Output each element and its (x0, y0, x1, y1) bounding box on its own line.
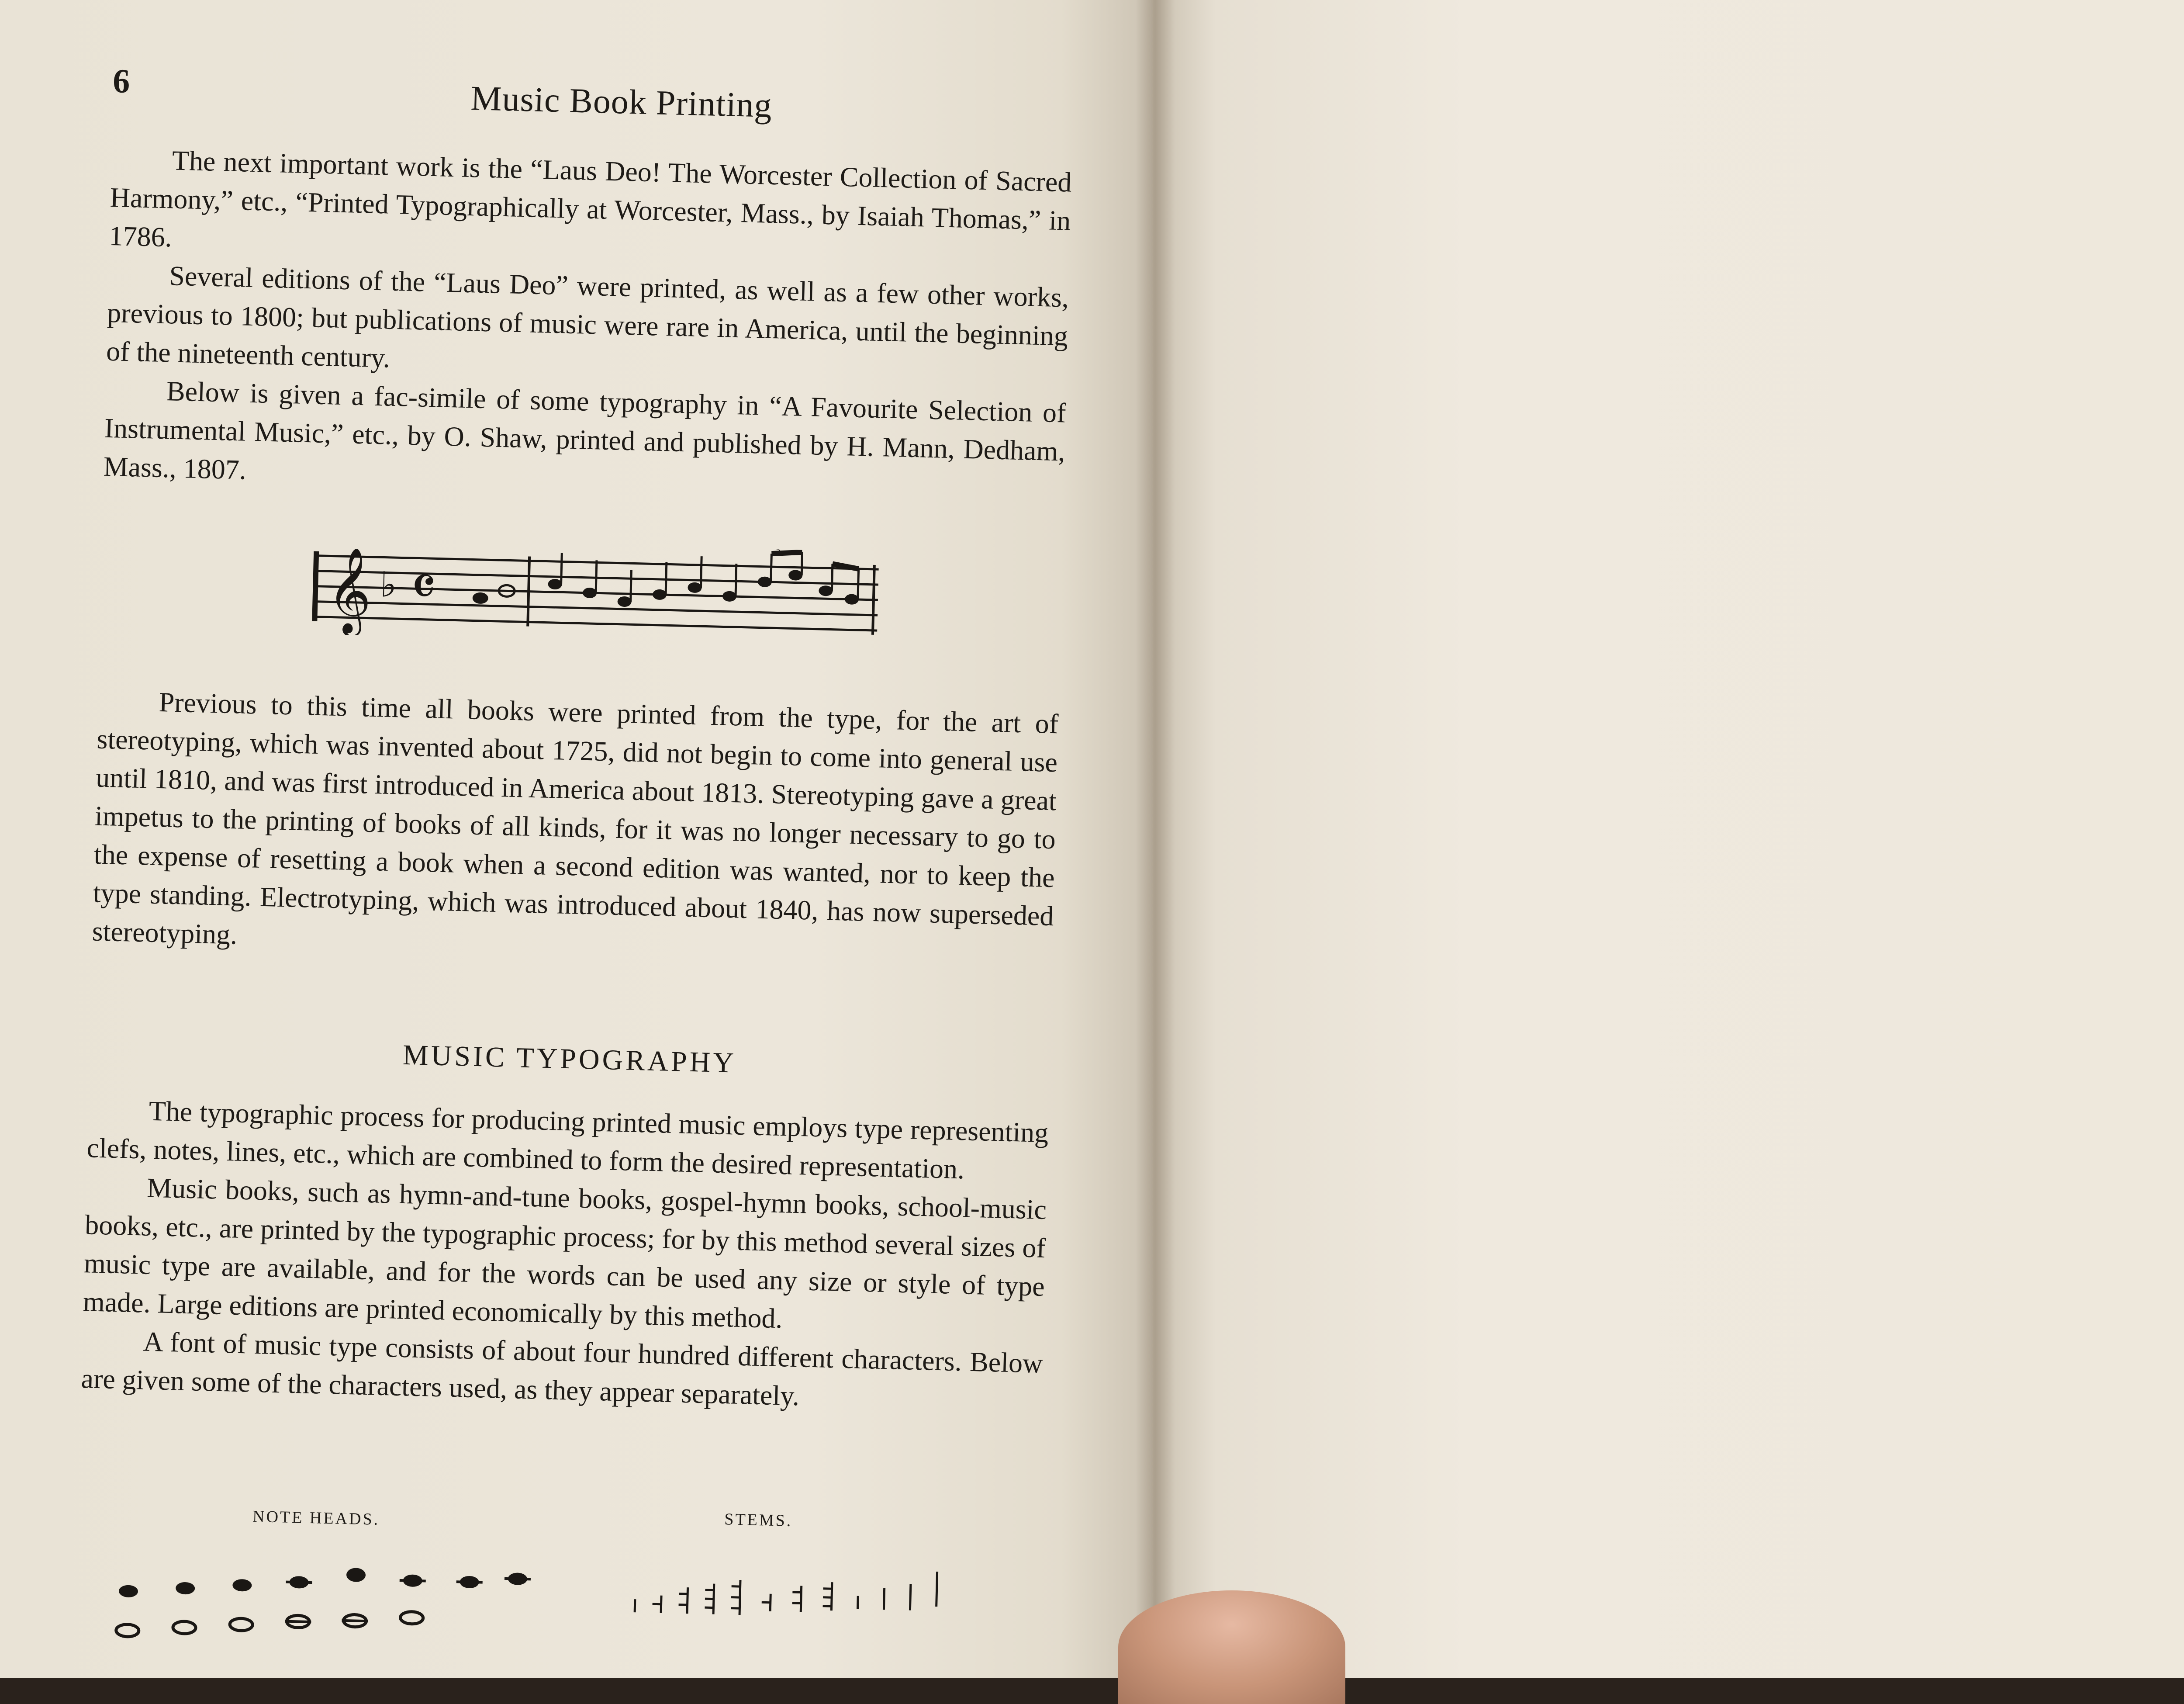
left-page-content (114, 52, 1074, 76)
top-paragraphs (103, 140, 1072, 509)
svg-text:𝄞: 𝄞 (326, 546, 372, 637)
paragraph: Previous to this time all books were printed from the type, for the art of stereotyping, which was invented about 1725, did not begin to come into general use until 1810, and was first introduced in America about 1813. Stereotyping gave a great impetus to the printing of books of all kinds, for it was no longer necessary to go to the expense of resetting a book when a second edition was wanted, nor to keep the type standing. Electrotyping, which was introduced about 1840, has now superseded stereotyping. (92, 682, 1059, 974)
paragraph: The next important work is the “Laus Deo! The Worcester Collection of Sacred Harmony,” etc., “Printed Typographically at Worcester, Mass., by Isaiah Thomas,” in 1786. (109, 140, 1072, 279)
stereotyping-section (92, 682, 1059, 974)
svg-text:𝄴: 𝄴 (410, 553, 437, 620)
label-stems: STEMS. (724, 1510, 793, 1531)
music-typography-section (81, 1031, 1051, 1421)
paragraph: Below is given a fac-simile of some typography in “A Favourite Selection of Instrumental Music,” etc., by O. Shaw, printed and published by H. Mann, Dedham, Mass., 1807. (103, 371, 1067, 509)
label-note-heads: NOTE HEADS. (252, 1507, 380, 1529)
paragraph: A font of music type consists of about four hundred different characters. Below are given some of the characters used, as they appear separately. (81, 1321, 1044, 1421)
book-gutter (1136, 0, 1175, 1678)
stems-glyphs (626, 1551, 977, 1629)
running-head: Music Book Printing (470, 79, 773, 126)
paragraph: The typographic process for producing printed music employs type representing clefs, notes, lines, etc., which are combined to form the desired representation. (86, 1090, 1049, 1191)
right-page (1153, 0, 2184, 1678)
thumb (1118, 1590, 1345, 1704)
section-heading: MUSIC TYPOGRAPHY (89, 1031, 1050, 1088)
note-heads-glyphs (110, 1538, 593, 1664)
paragraph: Music books, such as hymn-and-tune books, gospel-hymn books, school-music books, etc., are printed by the typographic process; for by this method several sizes of music type are available, and for the words can be used any size or style of type made. Large editions are printed economically by this method. (83, 1167, 1047, 1344)
page-number: 6 (112, 61, 130, 101)
svg-text:♭: ♭ (380, 564, 397, 605)
svg-text:3: 3 (774, 542, 781, 557)
music-facsimile-image (309, 538, 888, 648)
paragraph: Several editions of the “Laus Deo” were printed, as well as a few other works, previous to 1800; but publications of music were rare in America, until the beginning of the nineteenth century. (106, 255, 1069, 394)
